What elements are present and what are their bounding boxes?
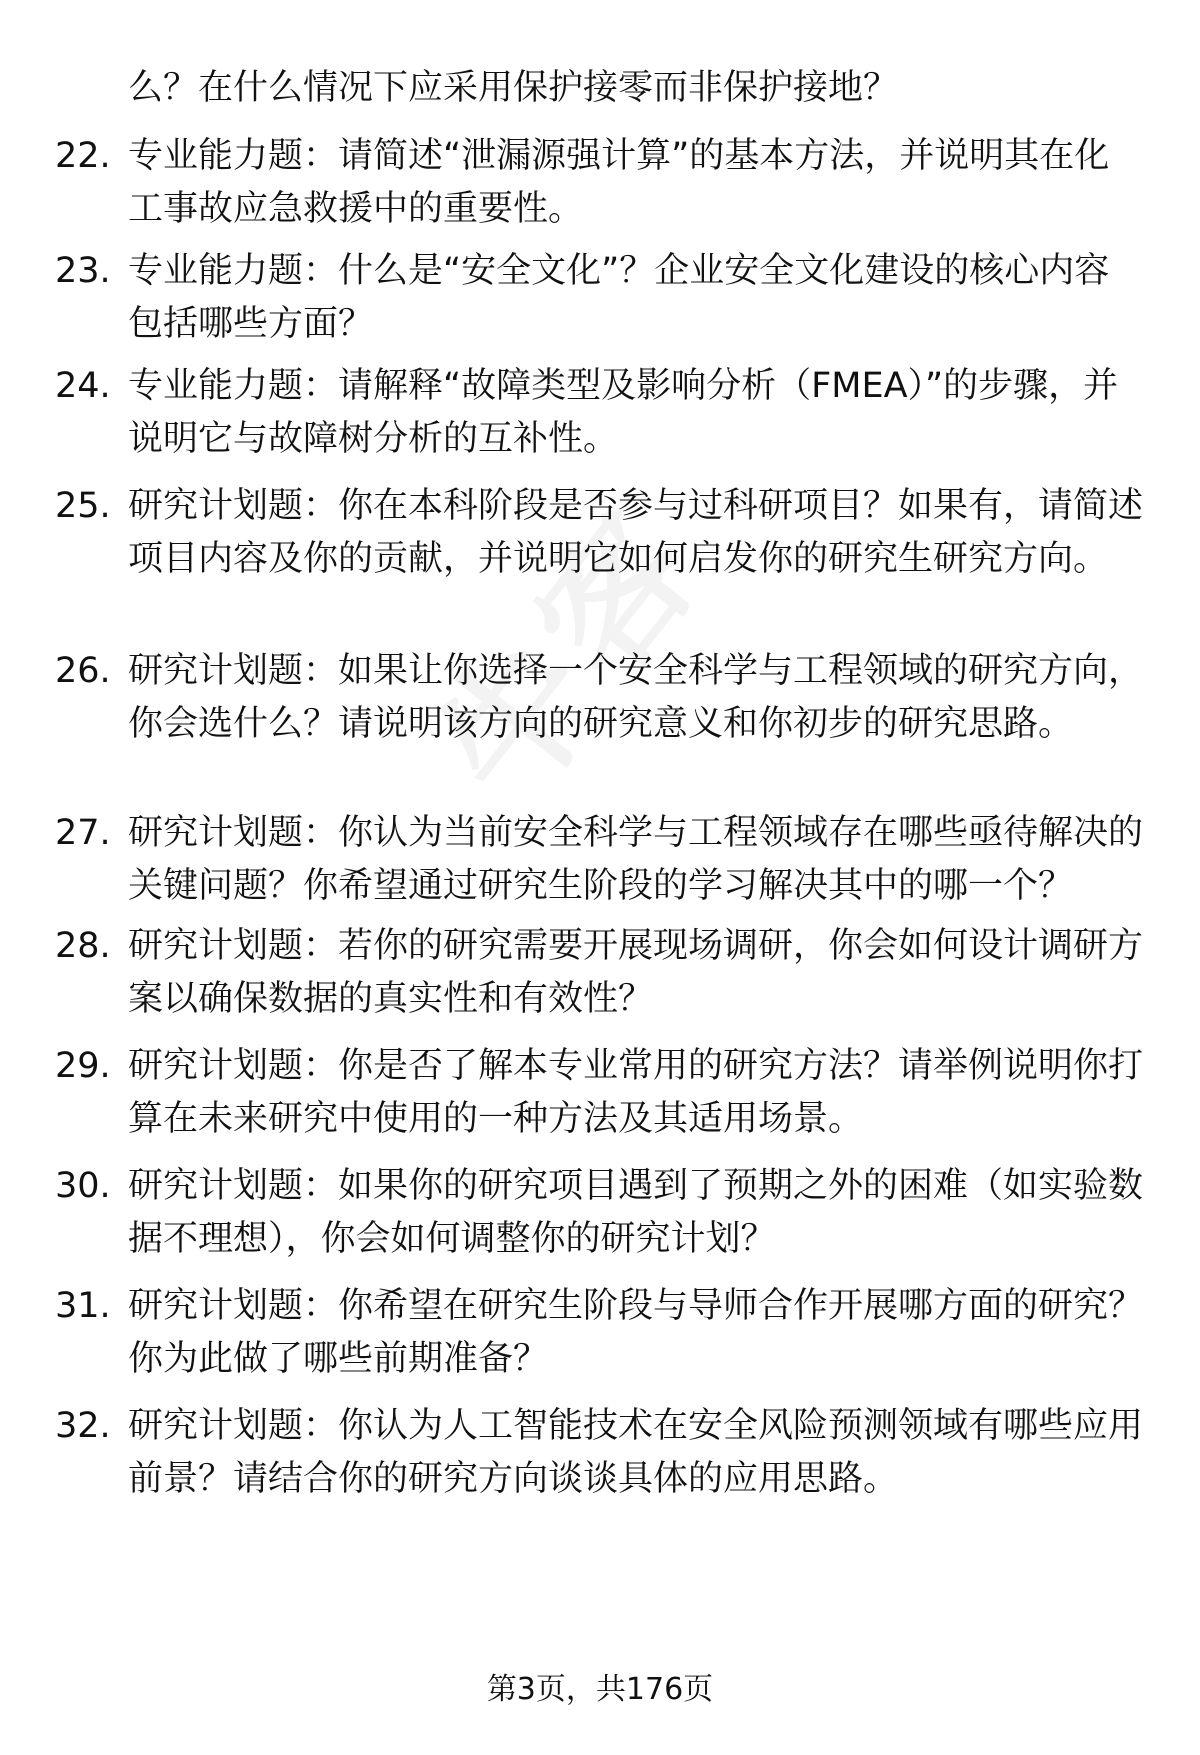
question-number: 31.	[55, 1286, 111, 1326]
question-number: 28.	[55, 926, 111, 966]
question-number: 27.	[55, 813, 111, 853]
question-text: 研究计划题：你希望在研究生阶段与导师合作开展哪方面的研究？你为此做了哪些前期准备？	[128, 1286, 1144, 1379]
question-number: 29.	[55, 1046, 111, 1086]
question-text: 研究计划题：你认为当前安全科学与工程领域存在哪些亟待解决的关键问题？你希望通过研究生阶段的学习解决其中的哪一个？	[128, 813, 1144, 906]
question-text: 专业能力题：请解释“故障类型及影响分析（FMEA）”的步骤，并说明它与故障树分析的互补性。	[128, 366, 1119, 459]
question-text: 研究计划题：如果让你选择一个安全科学与工程领域的研究方向，你会选什么？请说明该方向的研究意义和你初步的研究思路。	[128, 651, 1144, 744]
question-text: 研究计划题：你在本科阶段是否参与过科研项目？如果有，请简述项目内容及你的贡献，并说明它如何启发你的研究生研究方向。	[128, 486, 1144, 579]
question-number: 26.	[55, 651, 111, 691]
question-number: 25.	[55, 486, 111, 526]
question-text: 研究计划题：若你的研究需要开展现场调研，你会如何设计调研方案以确保数据的真实性和有效性？	[128, 926, 1144, 1019]
continuation-text: 么？在什么情况下应采用保护接零而非保护接地？	[128, 68, 899, 108]
page-footer: 第3页，共176页	[486, 1672, 714, 1707]
question-text: 研究计划题：你认为人工智能技术在安全风险预测领域有哪些应用前景？请结合你的研究方向谈谈具体的应用思路。	[128, 1406, 1144, 1499]
question-number: 32.	[55, 1406, 111, 1446]
question-text: 研究计划题：你是否了解本专业常用的研究方法？请举例说明你打算在未来研究中使用的一种方法及其适用场景。	[128, 1046, 1144, 1139]
question-number: 22.	[55, 136, 111, 176]
question-number: 24.	[55, 366, 111, 406]
question-text: 研究计划题：如果你的研究项目遇到了预期之外的困难（如实验数据不理想），你会如何调整你的研究计划？	[128, 1166, 1144, 1259]
question-text: 专业能力题：请简述“泄漏源强计算”的基本方法，并说明其在化工事故应急救援中的重要性。	[128, 136, 1110, 229]
question-text: 专业能力题：什么是“安全文化”？企业安全文化建设的核心内容包括哪些方面？	[128, 251, 1110, 344]
question-number: 30.	[55, 1166, 111, 1206]
question-number: 23.	[55, 251, 111, 291]
